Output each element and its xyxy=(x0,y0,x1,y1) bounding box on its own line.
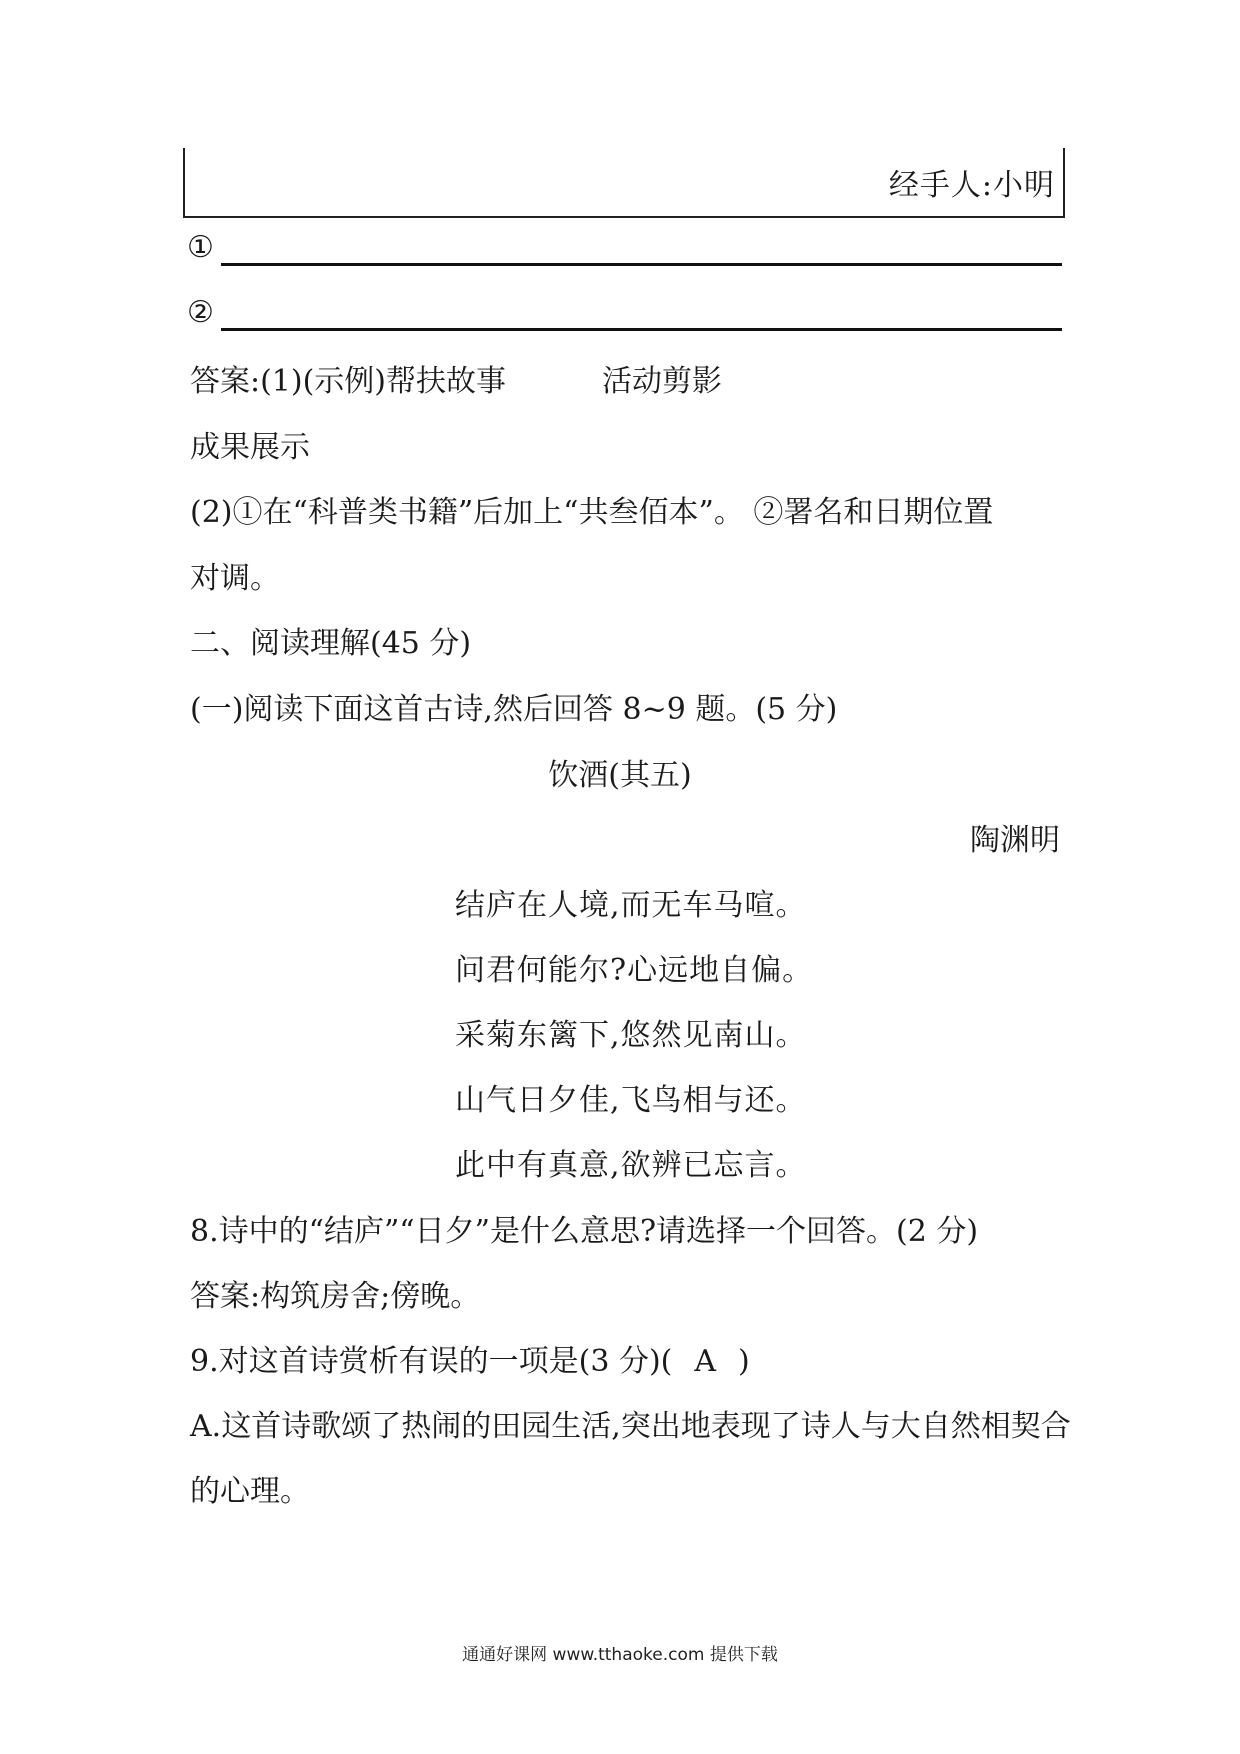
blank-number: ② xyxy=(187,295,214,330)
answer-8: 答案:构筑房舍;傍晚。 xyxy=(190,1279,481,1314)
answer-2-line-2: 对调。 xyxy=(190,561,280,596)
blank-rule xyxy=(221,263,1062,266)
answer-1-third: 成果展示 xyxy=(190,430,310,465)
part-intro: (一)阅读下面这首古诗,然后回答 8~9 题。(5 分) xyxy=(190,692,838,727)
option-a-line-1: A.这首诗歌颂了热闹的田园生活,突出地表现了诗人与大自然相契合 xyxy=(190,1409,1071,1444)
poem-line: 山气日夕佳,飞鸟相与还。 xyxy=(455,1083,807,1118)
poem-line: 此中有真意,欲辨已忘言。 xyxy=(455,1148,807,1183)
question-9-text: 9.对这首诗赏析有误的一项是(3 分)( xyxy=(190,1344,673,1379)
poem-line: 采菊东篱下,悠然见南山。 xyxy=(455,1018,807,1053)
option-a-line-2: 的心理。 xyxy=(190,1474,310,1509)
footer-watermark: 通通好课网 www.tthaoke.com 提供下载 xyxy=(462,1645,778,1665)
blank-line-1 xyxy=(187,228,1062,268)
question-8: 8.诗中的“结庐”“日夕”是什么意思?请选择一个回答。(2 分) xyxy=(190,1214,979,1249)
answer-1-line xyxy=(190,362,722,402)
handler-label: 经手人:小明 xyxy=(888,168,1055,203)
poem-line: 问君何能尔?心远地自偏。 xyxy=(455,953,814,988)
blank-rule xyxy=(221,328,1062,331)
answer-1-second: 活动剪影 xyxy=(602,364,723,399)
answer-1-prefix: 答案:(1)(示例)帮扶故事 xyxy=(190,364,507,399)
poem-author: 陶渊明 xyxy=(970,823,1060,858)
answer-2-line-1: (2)①在“科普类书籍”后加上“共叁佰本”。 ②署名和日期位置 xyxy=(190,495,994,530)
question-9-choice: A xyxy=(694,1344,717,1379)
blank-number: ① xyxy=(187,230,214,265)
question-9-close: ) xyxy=(738,1344,750,1379)
info-box xyxy=(183,148,1065,218)
poem-line: 结庐在人境,而无车马喧。 xyxy=(455,888,807,923)
section-title: 二、阅读理解(45 分) xyxy=(190,626,472,661)
blank-line-2 xyxy=(187,293,1062,333)
question-9 xyxy=(190,1342,750,1382)
poem-title: 饮酒(其五) xyxy=(548,758,692,793)
